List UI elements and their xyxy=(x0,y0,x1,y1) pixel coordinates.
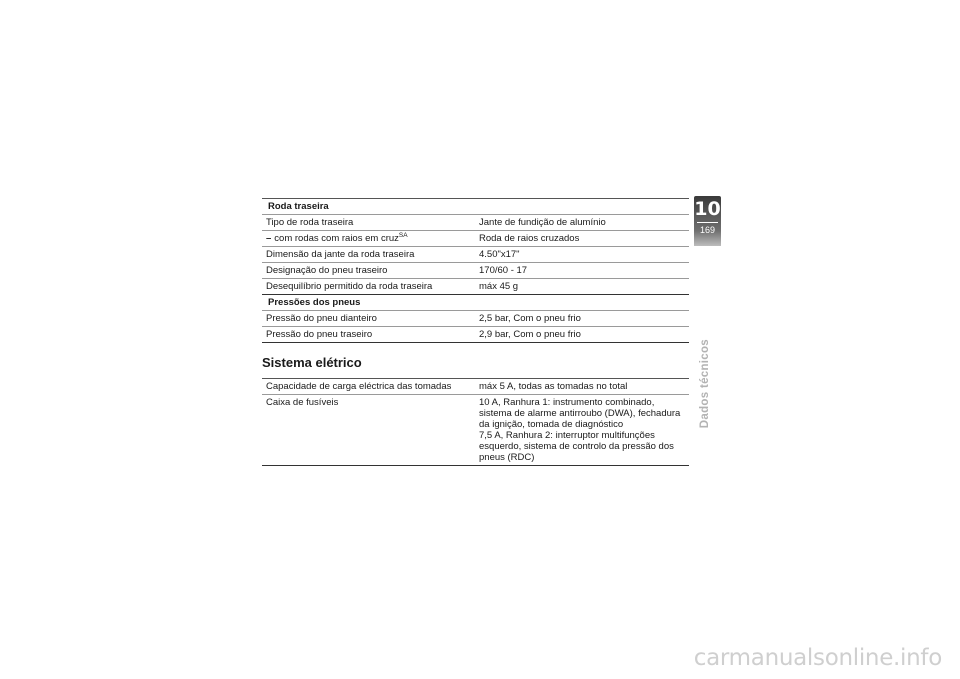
row-value: Roda de raios cruzados xyxy=(475,231,689,247)
table-row xyxy=(262,327,689,343)
row-value: 2,9 bar, Com o pneu frio xyxy=(475,327,689,343)
row-value: Jante de fundição de alumínio xyxy=(475,215,689,231)
table-row xyxy=(262,263,689,279)
option-superscript: SA xyxy=(398,232,408,239)
table-row xyxy=(262,395,689,466)
row-label-cell xyxy=(262,231,475,247)
tire-pressure-heading: Pressões dos pneus xyxy=(262,295,689,311)
chapter-side-label: Dados técnicos xyxy=(699,339,711,429)
row-value: 170/60 - 17 xyxy=(475,263,689,279)
table-heading-row xyxy=(262,295,689,311)
row-label: Desequilíbrio permitido da roda traseira xyxy=(262,279,475,295)
watermark: carmanualsonline.info xyxy=(693,645,942,671)
electrical-table xyxy=(262,378,689,466)
row-value: 4.50"x17" xyxy=(475,247,689,263)
table-row xyxy=(262,279,689,295)
dash-bullet: – xyxy=(266,233,272,244)
row-label: Pressão do pneu dianteiro xyxy=(262,311,475,327)
rear-wheel-heading: Roda traseira xyxy=(262,199,689,215)
chapter-number: 10 xyxy=(694,198,721,220)
row-label: Tipo de roda traseira xyxy=(262,215,475,231)
table-row xyxy=(262,215,689,231)
row-value: 2,5 bar, Com o pneu frio xyxy=(475,311,689,327)
row-value: 10 A, Ranhura 1: instrumento combinado, sistema de alarme antirroubo (DWA), fechadura da ignição, tomada de diagnóstico 7,5 A, Ranhura 2: interruptor multifunções esquerdo, sistema de controlo da pressão dos pneus (RDC) xyxy=(475,395,689,466)
row-label: com rodas com raios em cruz xyxy=(274,233,399,244)
row-label: Caixa de fusíveis xyxy=(262,395,475,466)
table-row xyxy=(262,379,689,395)
row-label: Pressão do pneu traseiro xyxy=(262,327,475,343)
chapter-divider xyxy=(697,222,718,223)
table-row xyxy=(262,231,689,247)
rear-wheel-table xyxy=(262,198,689,343)
table-row xyxy=(262,247,689,263)
section-title-electrical: Sistema elétrico xyxy=(262,355,362,370)
row-label: Designação do pneu traseiro xyxy=(262,263,475,279)
page-number: 169 xyxy=(699,225,716,235)
page-content xyxy=(262,198,689,466)
row-label: Dimensão da jante da roda traseira xyxy=(262,247,475,263)
row-label: Capacidade de carga eléctrica das tomadas xyxy=(262,379,475,395)
table-heading-row xyxy=(262,199,689,215)
chapter-tab xyxy=(694,196,721,246)
table-row xyxy=(262,311,689,327)
row-value: máx 5 A, todas as tomadas no total xyxy=(475,379,689,395)
row-value: máx 45 g xyxy=(475,279,689,295)
